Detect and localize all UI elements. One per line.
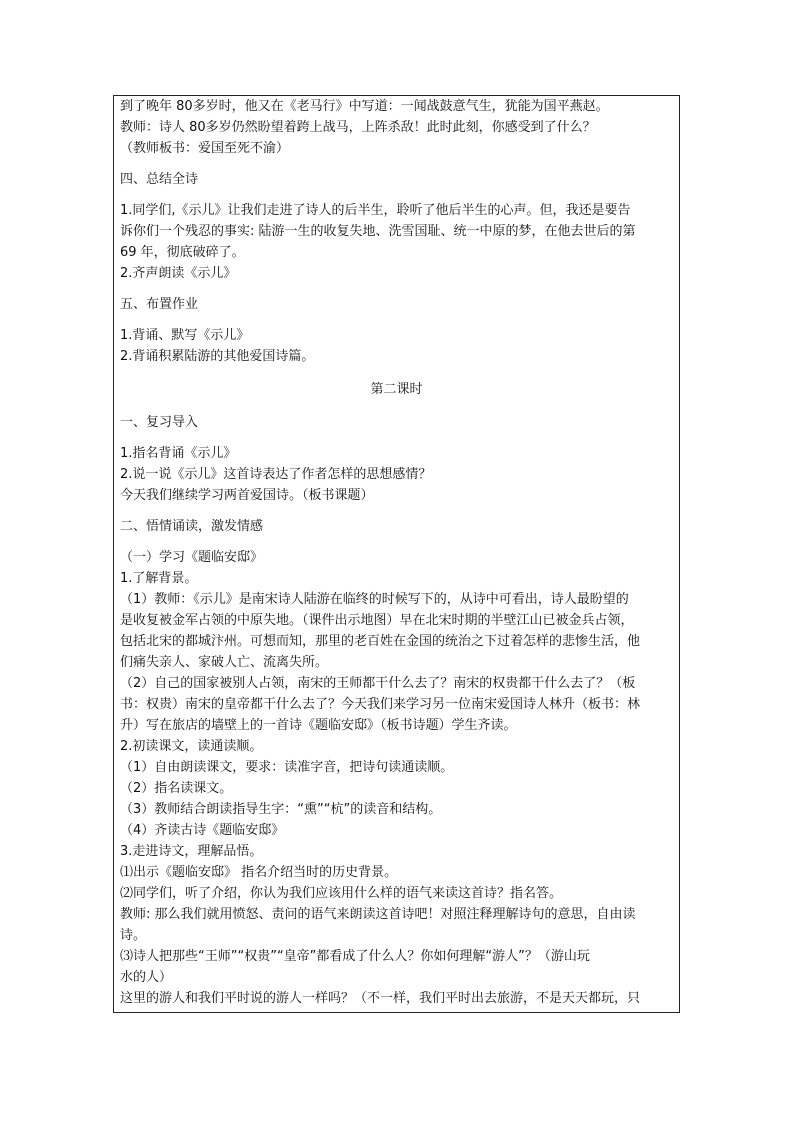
- text-line: （3）教师结合朗读指导生字：“熏”“杭”的读音和结构。: [120, 802, 442, 817]
- summary-paragraph: [120, 200, 673, 284]
- section-heading-summary: 四、总结全诗: [120, 172, 199, 187]
- text-line: 教师：诗人 80多岁仍然盼望着跨上战马，上阵杀敌！此时此刻，你感受到了什么？: [120, 120, 596, 135]
- text-line: 升）写在旅店的墙壁上的一首诗《题临安邸》（板书诗题）学生齐读。: [120, 718, 517, 733]
- lesson-plan-content: [120, 96, 673, 1009]
- section-heading-review: 一、复习导入: [120, 415, 199, 430]
- text-line: 2.说一说《示儿》这首诗表达了作者怎样的思想感情？: [120, 467, 432, 482]
- text-line: 到了晚年 80多岁时，他又在《老马行》中写道：一闻战鼓意气生，犹能为国平燕赵。: [120, 99, 609, 114]
- lesson-title: 第二课时: [370, 382, 423, 397]
- text-line: 诗。: [120, 928, 147, 943]
- text-line: 诉你们一个残忍的事实: 陆游一生的收复失地、洗雪国耻、统一中原的梦，在他去世后的第: [120, 224, 636, 239]
- text-line: 1.了解背景。: [120, 571, 198, 586]
- section-heading-reading: 二、悟情诵读，激发情感: [120, 519, 264, 534]
- text-line: ⑴出示《题临安邸》 指名介绍当时的历史背景。: [120, 865, 398, 880]
- review-paragraph: [120, 443, 673, 506]
- text-line: 们痛失亲人、家破人亡、流离失所。: [120, 655, 329, 670]
- text-line: 这里的游人和我们平时说的游人一样吗？（不一样，我们平时出去旅游，不是天天都玩，只: [120, 991, 641, 1006]
- text-line: 今天我们继续学习两首爱国诗。（板书课题）: [120, 488, 374, 503]
- text-line: 书：权贵）南宋的皇帝都干什么去了？今天我们来学习另一位南宋爱国诗人林升（板书：林: [120, 697, 641, 712]
- text-line: 水的人）: [120, 970, 173, 985]
- text-line: 包括北宋的都城汴州。可想而知，那里的老百姓在金国的统治之下过着怎样的悲惨生活，他: [120, 634, 641, 649]
- text-line: 2.齐声朗读《示儿》: [120, 266, 237, 281]
- text-line: 1.同学们,《示儿》让我们走进了诗人的后半生，聆听了他后半生的心声。但，我还是要告: [120, 203, 631, 218]
- reading-paragraph: [120, 547, 673, 1009]
- text-line: 是收复被金军占领的中原失地。（课件出示地图）早在北宋时期的半壁江山已被金兵占领，: [120, 613, 634, 628]
- text-line: （一）学习《题临安邸》: [120, 550, 264, 565]
- text-line: ⑶诗人把那些“王师”“权贵”“皇帝”都看成了什么人？你如何理解“游人”？（游山玩: [120, 949, 590, 964]
- text-line: （2）自己的国家被别人占领，南宋的王师都干什么去了？南宋的权贵都干什么去了？（板: [120, 676, 636, 691]
- text-line: 2.初读课文，读通读顺。: [120, 739, 263, 754]
- text-line: （2）指名读课文。: [120, 781, 233, 796]
- text-line: 1.指名背诵《示儿》: [120, 446, 237, 461]
- list-item: 1.背诵、默写《示儿》: [120, 328, 250, 343]
- text-line: （1）教师：《示儿》是南宋诗人陆游在临终的时候写下的，从诗中可看出，诗人最盼望的: [120, 592, 629, 607]
- section-heading-homework: 五、布置作业: [120, 297, 199, 312]
- continuation-paragraph: [120, 96, 673, 159]
- list-item: 2.背诵积累陆游的其他爱国诗篇。: [120, 349, 315, 364]
- text-line: 69 年，彻底破碎了。: [120, 245, 245, 260]
- lesson-plan-table-cell: [113, 95, 680, 1013]
- text-line: （1）自由朗读课文，要求：读准字音，把诗句读通读顺。: [120, 760, 454, 775]
- text-line: ⑵同学们，听了介绍，你认为我们应该用什么样的语气来读这首诗？指名答。: [120, 886, 563, 901]
- text-line: 教师: 那么我们就用愤怒、责问的语气来朗读这首诗吧！对照注释理解诗句的意思，自由读: [120, 907, 636, 922]
- text-line: （教师板书：爱国至死不渝）: [120, 141, 290, 156]
- text-line: 3.走进诗文，理解品悟。: [120, 844, 263, 859]
- homework-list: [120, 325, 673, 367]
- text-line: （4）齐读古诗《题临安邸》: [120, 823, 285, 838]
